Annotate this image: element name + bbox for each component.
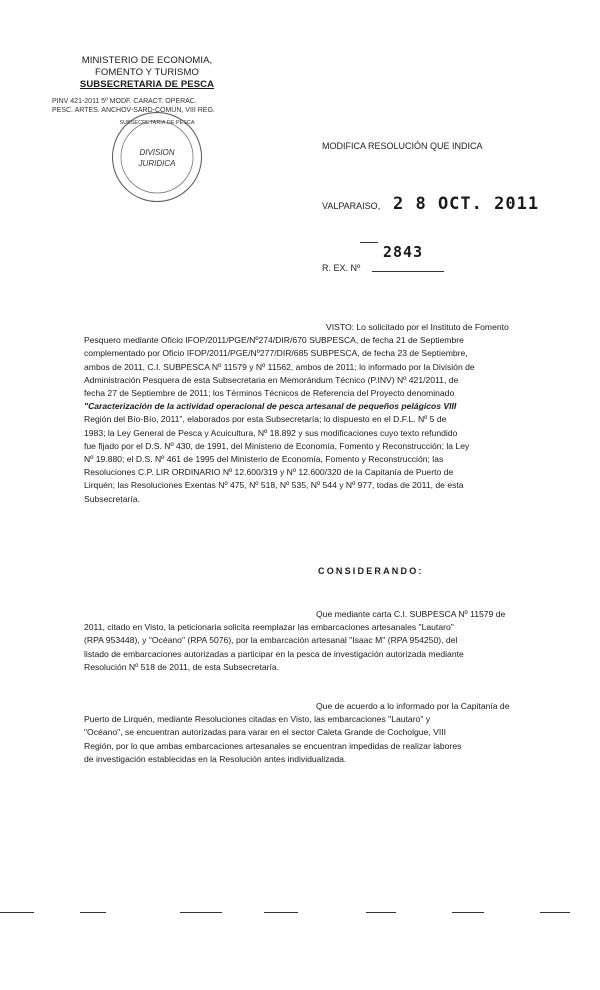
number-dash [360,242,378,243]
visto-line: Pesquero mediante Oficio IFOP/2011/PGE/Nº274/DIR/670 SUBPESCA, de fecha 21 de Septiembre [84,335,464,346]
subject-line: MODIFICA RESOLUCIÓN QUE INDICA [322,141,483,151]
paragraph-line: 2011, citado en Visto, la peticionaria solicita reemplazar las embarcaciones artesanales "Lautaro" [84,622,454,633]
considerando-paragraph-1 [84,608,550,674]
footer-dash [80,912,106,913]
visto-line: VISTO: Lo solicitado por el Instituto de Fomento [326,322,509,332]
paragraph-line: Resolución Nº 518 de 2011, de esta Subsecretaría. [84,661,280,672]
stamp-center [113,147,201,169]
considerando-paragraph-2 [84,700,550,766]
footer-dash [452,912,484,913]
footer-dash [264,912,298,913]
paragraph-line: "Océano", se encuentran autorizadas para varar en el sector Caleta Grande de Cocholgue, VIII [84,727,446,738]
visto-line: 1983; la Ley General de Pesca y Acuicultura, Nº 18.892 y sus modificaciones cuyo texto refundido [84,427,458,438]
visto-line: ambos de 2011, C.I. SUBPESCA Nº 11579 y Nº 11562, ambos de 2011; lo informado por la División de [84,361,475,372]
visto-line-project-title: "Caracterización de la actividad operacional de pesca artesanal de pequeños pelágicos VIII [84,401,457,412]
ministry-line-2: FOMENTO Y TURISMO [95,67,199,78]
paragraph-line: Puerto de Lirquén, mediante Resoluciones citadas en Visto, las embarcaciones "Lautaro" y [84,714,431,725]
visto-line: Administración Pesquera de esta Subsecretaria en Memorándum Técnico (P.INV) Nº 421/2011, de [84,374,459,385]
paragraph-line: listado de embarcaciones autorizadas a participar en la pesca de investigación autorizada mediante [84,648,464,659]
resolution-number: 2843 [383,243,424,261]
footer-dash [366,912,396,913]
considerando-heading: CONSIDERANDO: [318,566,424,576]
visto-line: Lirquén; las Resoluciones Exentas Nº 475, Nº 518, Nº 535, Nº 544 y Nº 977, todas de 2011, de esta [84,480,464,491]
stamp-center-line-2: JURIDICA [138,159,176,168]
ministry-header [52,55,242,91]
ministry-line-3: SUBSECRETARIA DE PESCA [79,79,215,90]
visto-line: fue fijado por el D.S. Nº 430, de 1991, del Ministerio de Economía, Fomento y Reconstrucción; la Ley [84,440,470,451]
paragraph-line: (RPA 953448), y "Océano" (RPA 5076), por la embarcación artesanal "Isaac M" (RPA 954250), del [84,635,458,646]
paragraph-line: Que mediante carta C.I. SUBPESCA Nº 11579 de [316,609,506,619]
reference-line-1: PINV 421-2011 5º MODF. CARACT. OPERAC. [52,98,197,105]
visto-paragraph [84,321,550,506]
footer-dash [180,912,222,913]
rex-label: R. EX. Nº [322,263,361,273]
ministry-line-1: MINISTERIO DE ECONOMIA, [81,55,213,66]
rex-underline [372,271,444,272]
place-label: VALPARAISO, [322,201,381,211]
footer-dash [0,912,34,913]
visto-line: fecha 27 de Septiembre de 2011; los Términos Técnicos de Referencia del Proyecto denominado [84,388,455,399]
date-stamp: 2 8 OCT. 2011 [393,194,540,214]
visto-line: complementado por Oficio IFOP/2011/PGE/Nº277/DIR/685 SUBPESCA, de fecha 23 de Septiembre, [84,348,468,359]
stamp-center-line-1: DIVISION [139,148,175,157]
paragraph-line: de investigación establecidas en la Resolución antes individualizada. [84,753,347,764]
juridica-stamp [112,112,202,202]
paragraph-line: Que de acuerdo a lo informado por la Capitanía de [316,701,510,711]
visto-line-project-title: Región del Bío-Bío, 2011", elaborados por esta Subsecretaría; lo dispuesto en el D.F.L. Nº 5 de [84,414,447,425]
reference-line-2: PESC. ARTES. ANCHOV-SARD-COMUN, VIII REG. [52,107,215,114]
visto-line: Resoluciones C.P. LIR ORDINARIO Nº 12.600/319 y Nº 12.600/320 de la Capitanía de Puerto de [84,467,454,478]
paragraph-line: Región, por lo que ambas embarcaciones artesanales se encuentran impedidas de realizar labores [84,740,462,751]
visto-line: Nº 19.880; el D.S. Nº 461 de 1995 del Ministerio de Economía, Fomento y Reconstrucción; las [84,454,444,465]
visto-line: Subsecretaría. [84,493,140,504]
stamp-ring-text: SUBSECRETARIA DE PESCA [119,120,195,126]
footer-dash [540,912,570,913]
